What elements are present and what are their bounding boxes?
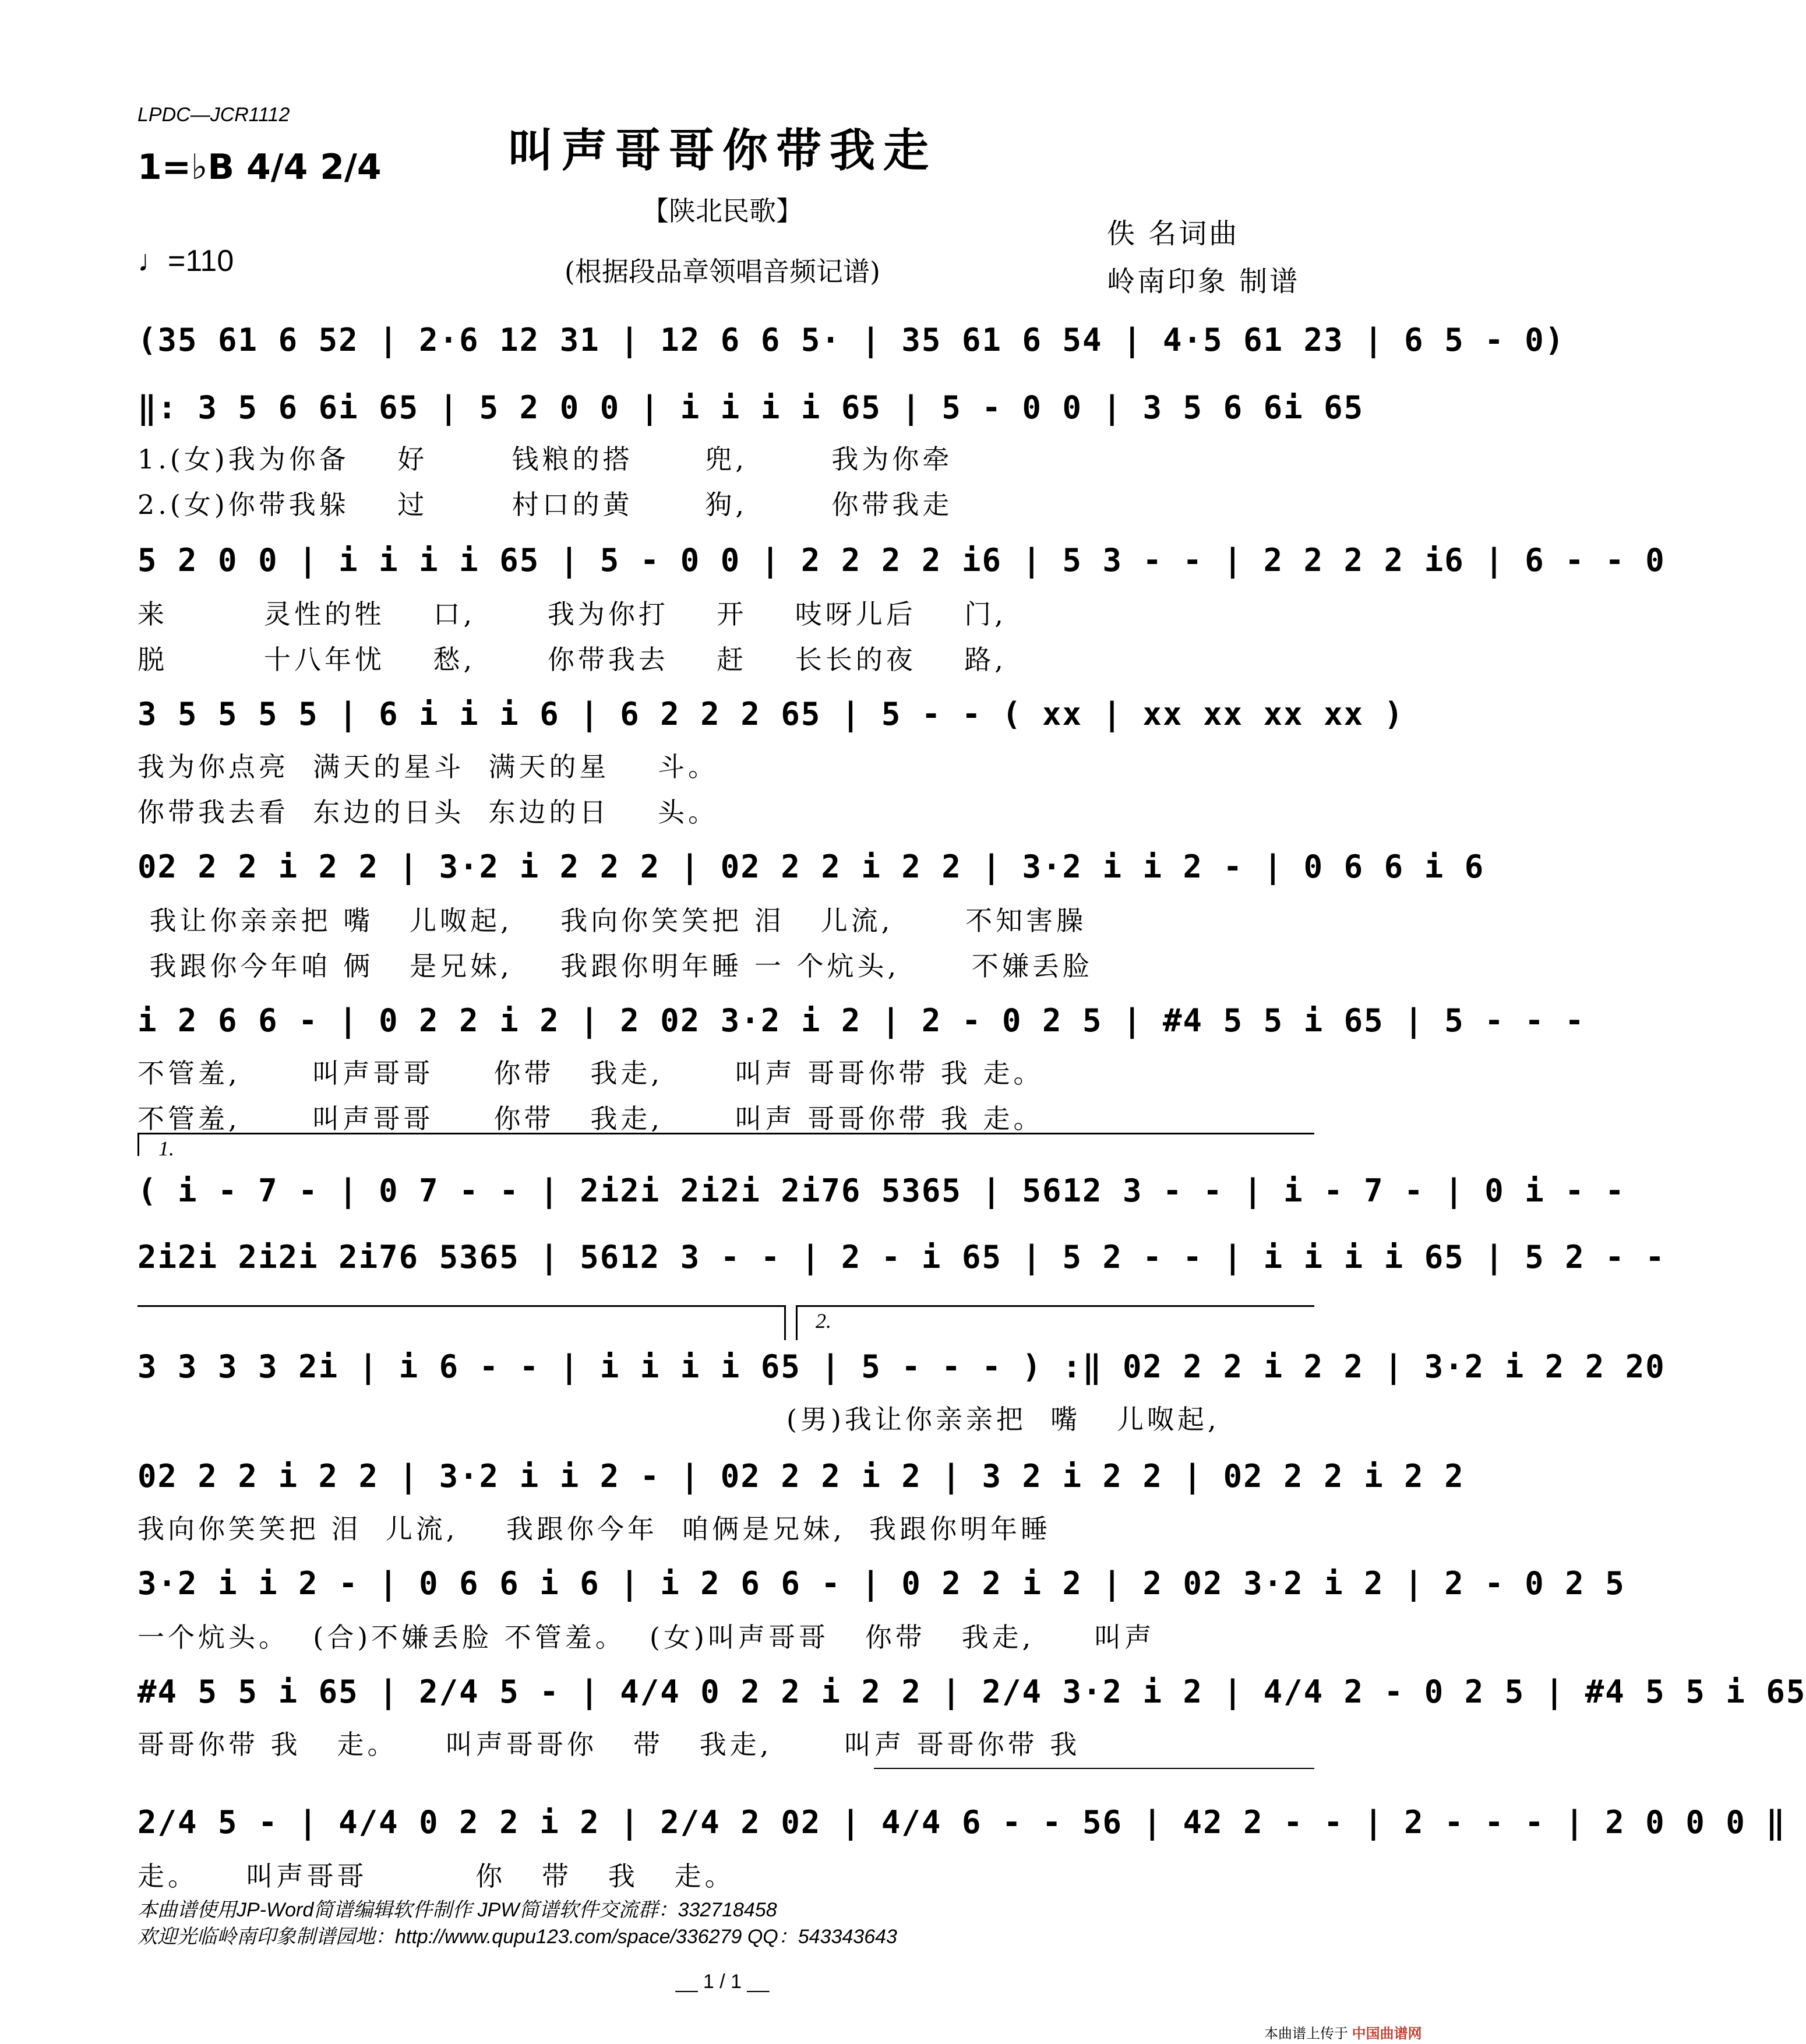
score-line-8: 2i2i 2i2i 2i76 5365 | 5612 3 - - | 2 - i 65 | 5 2 - - | i i i i 65 | 5 2 - - (137, 1239, 1666, 1275)
volta-1-hook (137, 1133, 139, 1156)
lyric-line-2-verse-2: 2.(女)你带我躲 过 村口的黄 狗, 你带我走 (137, 489, 953, 520)
volta-1-end-hook (784, 1305, 786, 1340)
lyric-line-4-verse-2: 你带我去看 东边的日头 东边的日 头。 (137, 797, 718, 828)
score-line-11: 3·2 i i 2 - | 0 6 6 i 6 | i 2 6 6 - | 0 2 2 i 2 | 2 02 3·2 i 2 | 2 - 0 2 5 (137, 1565, 1625, 1602)
score-line-10: 02 2 2 i 2 2 | 3·2 i i 2 - | 02 2 2 i 2 | 3 2 i 2 2 | 02 2 2 i 2 2 (137, 1458, 1465, 1495)
genre-label: 【陕北民歌】 (642, 195, 803, 227)
score-line-12: #4 5 5 i 65 | 2/4 5 - | 4/4 0 2 2 i 2 2 | 2/4 3·2 i 2 | 4/4 2 - 0 2 5 | #4 5 5 i 65 (137, 1673, 1806, 1710)
site-brand-logo: 中国曲谱网 (1352, 2026, 1422, 2042)
lyric-line-6-verse-2: 不管羞, 叫声哥哥 你带 我走, 叫声 哥哥你带 我 走。 (137, 1103, 1044, 1134)
lyric-line-5-verse-2: 我跟你今年咱 俩 是兄妹, 我跟你明年睡 一 个炕头, 不嫌丢脸 (137, 950, 1093, 982)
score-line-1: (35 61 6 52 | 2·6 12 31 | 12 6 6 5· | 35 61 6 54 | 4·5 61 23 | 6 5 - 0) (137, 322, 1565, 358)
score-line-7: ( i - 7 - | 0 7 - - | 2i2i 2i2i 2i76 5365 | 5612 3 - - | i - 7 - | 0 i - - (137, 1172, 1625, 1209)
transcription-basis: (根据段品章领唱音频记谱) (565, 256, 880, 287)
song-title: 叫声哥哥你带我走 (507, 124, 937, 177)
volta-2-hook (796, 1305, 798, 1340)
upload-stamp-prefix: 本曲谱上传于 (1264, 2026, 1348, 2042)
volta-2-label: 2. (816, 1309, 831, 1333)
lyric-line-12: 哥哥你带 我 走。 叫声哥哥你 带 我走, 叫声 哥哥你带 我 (137, 1729, 1081, 1760)
lyric-line-3-verse-2: 脱 十八年忧 愁, 你带我去 赶 长长的夜 路, (137, 644, 1007, 675)
volta-1-bracket-end (137, 1305, 784, 1307)
score-code: LPDC—JCR1112 (137, 104, 290, 126)
volta-1-label: 1. (158, 1137, 174, 1160)
score-line-9: 3 3 3 3 2i | i 6 - - | i i i i 65 | 5 - - - ) :‖ 02 2 2 i 2 2 | 3·2 i 2 2 20 (137, 1348, 1666, 1385)
volta-2-bracket (796, 1305, 1314, 1307)
score-line-3: 5 2 0 0 | i i i i 65 | 5 - 0 0 | 2 2 2 2 i6 | 5 3 - - | 2 2 2 2 i6 | 6 - - 0 (137, 542, 1666, 579)
arranger-credit: 岭南印象 制谱 (1107, 265, 1300, 298)
lyric-line-11: 一个炕头。 (合)不嫌丢脸 不管羞。 (女)叫声哥哥 你带 我走, 叫声 (137, 1622, 1155, 1653)
lyric-line-2-verse-1: 1.(女)我为你备 好 钱粮的搭 兜, 我为你牵 (137, 443, 953, 475)
score-line-6: i 2 6 6 - | 0 2 2 i 2 | 2 02 3·2 i 2 | 2 - 0 2 5 | #4 5 5 i 65 | 5 - - - (137, 1002, 1585, 1039)
lyric-line-3-verse-1: 来 灵性的牲 口, 我为你打 开 吱呀儿后 门, (137, 598, 1007, 630)
lyricist-credit: 佚 名词曲 (1107, 217, 1240, 250)
lyric-line-5-verse-1: 我让你亲亲把 嘴 儿呶起, 我向你笑笑把 泪 儿流, 不知害臊 (137, 905, 1087, 936)
score-line-4: 3 5 5 5 5 | 6 i i i 6 | 6 2 2 2 65 | 5 - - ( xx | xx xx xx xx ) (137, 696, 1405, 732)
lyric-line-10: 我向你笑笑把 泪 儿流, 我跟你今年 咱俩是兄妹, 我跟你明年睡 (137, 1513, 1052, 1545)
lyric-line-6-verse-1: 不管羞, 叫声哥哥 你带 我走, 叫声 哥哥你带 我 走。 (137, 1058, 1044, 1089)
lyric-line-4-verse-1: 我为你点亮 满天的星斗 满天的星 斗。 (137, 751, 718, 783)
score-line-5: 02 2 2 i 2 2 | 3·2 i 2 2 2 | 02 2 2 i 2 2 | 3·2 i i 2 - | 0 6 6 i 6 (137, 848, 1485, 885)
footer-software-note: 本曲谱使用JP-Word简谱编辑软件制作 JPW简谱软件交流群：332718458 (137, 1899, 777, 1921)
volta-1-bracket (137, 1133, 1314, 1134)
footer-website-note: 欢迎光临岭南印象制谱园地：http://www.qupu123.com/space/336279 QQ：543343643 (137, 1926, 897, 1948)
tempo-marking: ♩=110 (137, 244, 234, 278)
page-number: __ 1 / 1 __ (675, 1971, 770, 1993)
tie-arc-final (874, 1768, 1314, 1769)
upload-stamp (1264, 2022, 1422, 2042)
score-line-2: ‖: 3 5 6 6i 65 | 5 2 0 0 | i i i i 65 | 5 - 0 0 | 3 5 6 6i 65 (137, 389, 1364, 426)
lyric-line-13: 走。 叫声哥哥 你 带 我 走。 (137, 1860, 735, 1892)
key-signature: 1=♭B 4/4 2/4 (137, 147, 382, 188)
score-line-13: 2/4 5 - | 4/4 0 2 2 i 2 | 2/4 2 02 | 4/4 6 - - 56 | 42 2 - - | 2 - - - | 2 0 0 0 ‖ (137, 1804, 1786, 1841)
lyric-line-9: (男)我让你亲亲把 嘴 儿呶起, (786, 1404, 1220, 1435)
